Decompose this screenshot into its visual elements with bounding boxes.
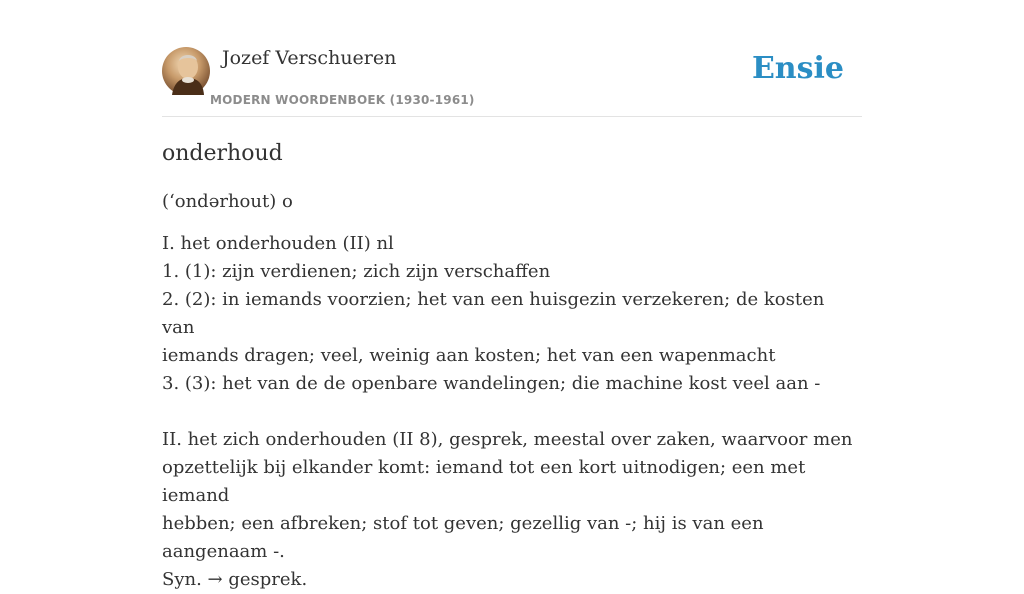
definition-line: iemands dragen; veel, weinig aan kosten; het van een wapenmacht: [162, 345, 776, 366]
definition-line: opzettelijk bij elkander komt: iemand tot een kort uitnodigen; een met iemand: [162, 457, 806, 506]
definition-line: 1. (1): zijn verdienen; zich zijn verschaffen: [162, 261, 551, 282]
entry-pronunciation: (ʻondərhout) o: [162, 191, 293, 212]
definition-line: I. het onderhouden (II) nl: [162, 233, 394, 254]
definition-line: hebben; een afbreken; stof tot geven; gezellig van -; hij is van een aangenaam -.: [162, 513, 764, 562]
entry-headword: onderhoud: [162, 141, 283, 166]
definition-section-1: [162, 230, 862, 398]
section-spacer: [162, 398, 862, 426]
definition-line: 2. (2): in iemands voorzien; het van een huisgezin verzekeren; de kosten van: [162, 289, 825, 338]
author-name[interactable]: Jozef Verschueren: [222, 47, 397, 69]
site-header: [162, 46, 862, 117]
definition-line: 3. (3): het van de de openbare wandelingen; die machine kost veel aan -: [162, 373, 821, 394]
author-avatar[interactable]: [162, 47, 210, 95]
definition-section-2: [162, 426, 862, 594]
definition-line: II. het zich onderhouden (II 8), gesprek, meestal over zaken, waarvoor men: [162, 429, 853, 450]
ensie-logo[interactable]: Ensie: [751, 51, 844, 86]
source-title[interactable]: MODERN WOORDENBOEK (1930-1961): [210, 93, 475, 107]
entry-content: [162, 138, 862, 594]
definition-line: Syn. → gesprek.: [162, 569, 308, 590]
